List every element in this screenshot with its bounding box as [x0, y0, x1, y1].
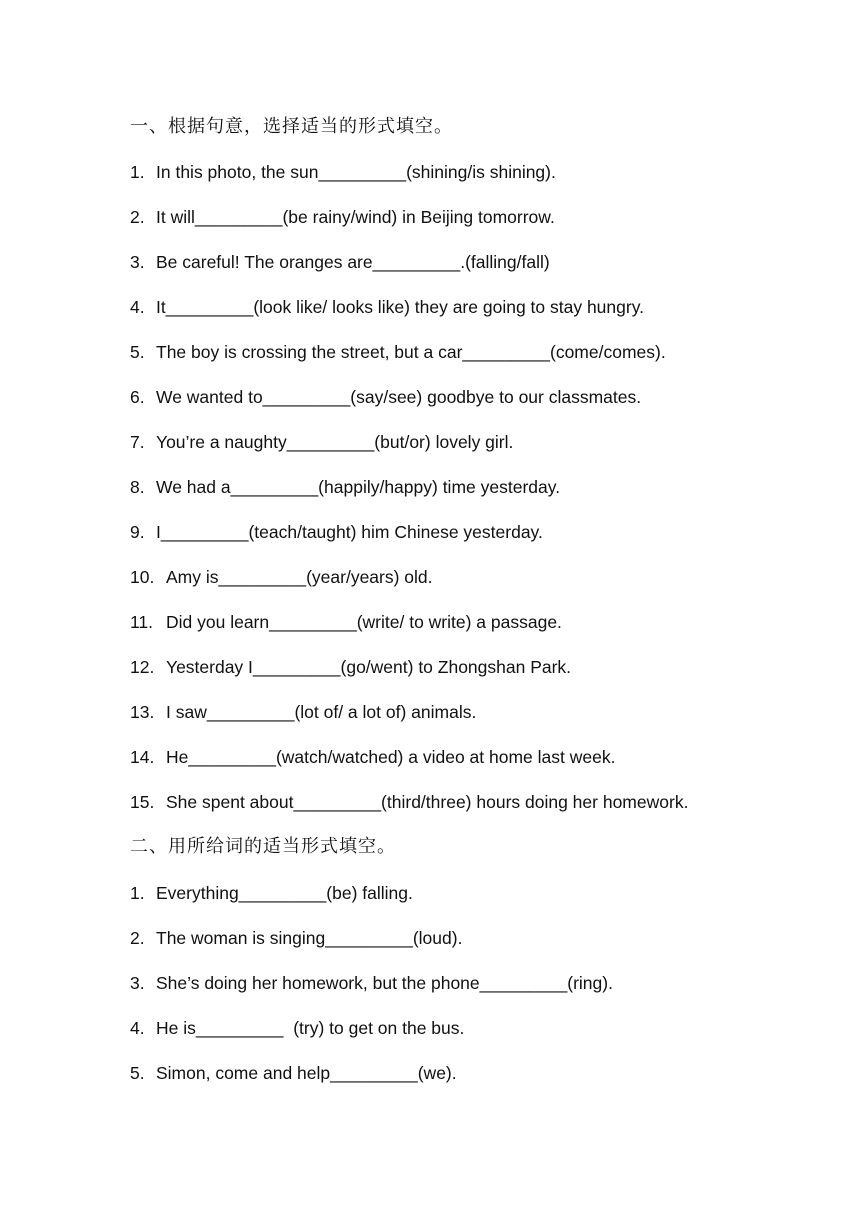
item-text: Yesterday I_________(go/went) to Zhongshan Park. [166, 657, 572, 677]
item-number: 5. [130, 1063, 145, 1083]
item-number: 10. [130, 567, 155, 587]
exercise-item [130, 385, 641, 409]
exercise-item [130, 881, 413, 905]
item-text: You’re a naughty_________(but/or) lovely girl. [156, 432, 514, 452]
item-text: Be careful! The oranges are_________.(falling/fall) [156, 252, 550, 272]
item-text: She’s doing her homework, but the phone_________(ring). [156, 973, 613, 993]
item-text: He_________(watch/watched) a video at home last week. [166, 747, 616, 767]
exercise-item [130, 700, 476, 724]
item-number: 2. [130, 928, 145, 948]
item-text: It_________(look like/ looks like) they are going to stay hungry. [156, 297, 645, 317]
exercise-item [130, 745, 615, 769]
item-text: We had a_________(happily/happy) time yesterday. [156, 477, 561, 497]
item-text: It will_________(be rainy/wind) in Beijing tomorrow. [156, 207, 555, 227]
item-number: 3. [130, 973, 145, 993]
exercise-item [130, 250, 550, 274]
item-text: I_________(teach/taught) him Chinese yesterday. [156, 522, 543, 542]
exercise-item [130, 971, 613, 995]
item-number: 11. [130, 612, 154, 632]
item-text: Did you learn_________(write/ to write) a passage. [166, 612, 562, 632]
exercise-item [130, 1016, 464, 1040]
item-text: In this photo, the sun_________(shining/is shining). [156, 162, 556, 182]
item-number: 6. [130, 387, 145, 407]
item-text: He is_________ (try) to get on the bus. [156, 1018, 465, 1038]
section1-heading: 一、根据句意，选择适当的形式填空。 [130, 116, 453, 137]
item-number: 12. [130, 657, 155, 677]
exercise-item [130, 790, 688, 814]
item-text: The woman is singing_________(loud). [156, 928, 463, 948]
exercise-item [130, 926, 462, 950]
exercise-item [130, 1061, 457, 1085]
exercise-item [130, 340, 666, 364]
item-number: 1. [130, 883, 145, 903]
item-number: 2. [130, 207, 145, 227]
exercise-item [130, 295, 644, 319]
item-number: 9. [130, 522, 145, 542]
section2-heading: 二、用所给词的适当形式填空。 [130, 836, 396, 857]
item-text: She spent about_________(third/three) hours doing her homework. [166, 792, 689, 812]
item-number: 13. [130, 702, 155, 722]
exercise-item [130, 430, 513, 454]
exercise-item [130, 565, 433, 589]
item-number: 4. [130, 1018, 145, 1038]
exercise-item [130, 610, 562, 634]
item-number: 4. [130, 297, 145, 317]
item-text: Everything_________(be) falling. [156, 883, 413, 903]
item-text: We wanted to_________(say/see) goodbye to our classmates. [156, 387, 642, 407]
item-number: 1. [130, 162, 145, 182]
item-number: 3. [130, 252, 145, 272]
exercise-item [130, 655, 571, 679]
item-number: 8. [130, 477, 145, 497]
item-text: Simon, come and help_________(we). [156, 1063, 457, 1083]
item-number: 7. [130, 432, 145, 452]
item-number: 14. [130, 747, 155, 767]
item-number: 15. [130, 792, 155, 812]
item-text: The boy is crossing the street, but a car_________(come/comes). [156, 342, 666, 362]
item-text: Amy is_________(year/years) old. [166, 567, 433, 587]
exercise-item [130, 475, 560, 499]
item-number: 5. [130, 342, 145, 362]
exercise-item [130, 205, 555, 229]
exercise-item [130, 520, 543, 544]
exercise-item [130, 160, 556, 184]
item-text: I saw_________(lot of/ a lot of) animals. [166, 702, 477, 722]
